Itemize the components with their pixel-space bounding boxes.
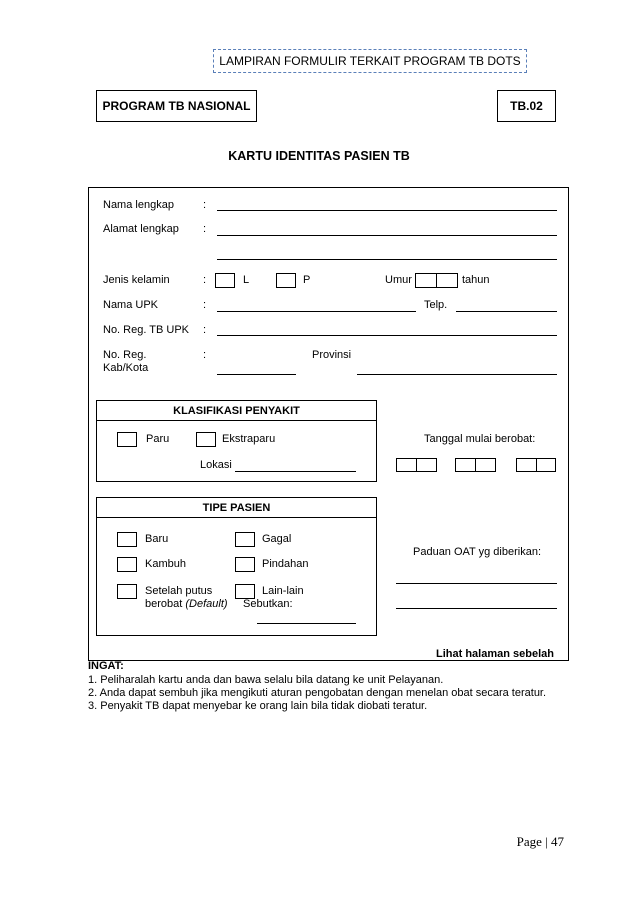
sex-l-checkbox[interactable] (215, 273, 235, 288)
telp-label: Telp. (424, 299, 448, 311)
lain-lain-checkbox[interactable] (235, 584, 255, 599)
no-reg-upk-label: No. Reg. TB UPK (103, 324, 189, 336)
no-reg-upk-field[interactable] (217, 335, 557, 336)
umur-label: Umur (385, 274, 412, 286)
sex-p-checkbox[interactable] (276, 273, 296, 288)
month-box-2[interactable] (475, 458, 496, 472)
alamat-lengkap-label: Alamat lengkap (103, 223, 179, 235)
umur-box-2[interactable] (436, 273, 458, 288)
form-code: TB.02 (497, 90, 556, 122)
jenis-kelamin-label: Jenis kelamin (103, 274, 170, 286)
umur-box-1[interactable] (415, 273, 437, 288)
note-item: 1. Peliharalah kartu anda dan bawa selalu bila datang ke unit Pelayanan. (88, 674, 444, 686)
colon: : (203, 324, 207, 336)
lain-lain-label: Lain-lain (262, 585, 304, 597)
note-item: 3. Penyakit TB dapat menyebar ke orang lain bila tidak diobati teratur. (88, 700, 428, 712)
program-label: PROGRAM TB NASIONAL (96, 90, 257, 122)
nama-lengkap-field[interactable] (217, 210, 557, 211)
day-box-1[interactable] (396, 458, 417, 472)
form-banner: LAMPIRAN FORMULIR TERKAIT PROGRAM TB DOTS (213, 49, 527, 73)
telp-field[interactable] (456, 311, 557, 312)
kambuh-checkbox[interactable] (117, 557, 137, 572)
setelah-putus-label: Setelah putus (145, 585, 213, 597)
nama-lengkap-label: Nama lengkap (103, 199, 174, 211)
colon: : (203, 274, 207, 286)
colon: : (203, 299, 207, 311)
lokasi-label: Lokasi (200, 459, 232, 471)
nama-upk-label: Nama UPK (103, 299, 159, 311)
no-reg-kab-field[interactable] (217, 374, 296, 375)
pindahan-label: Pindahan (262, 558, 309, 570)
alamat-lengkap-field[interactable] (217, 235, 557, 236)
baru-checkbox[interactable] (117, 532, 137, 547)
paduan-oat-label: Paduan OAT yg diberikan: (413, 546, 542, 558)
sex-l-label: L (243, 274, 250, 286)
provinsi-field[interactable] (357, 374, 557, 375)
tahun-label: tahun (462, 274, 490, 286)
year-box-1[interactable] (516, 458, 537, 472)
sebutkan-field[interactable] (257, 623, 356, 624)
gagal-checkbox[interactable] (235, 532, 255, 547)
day-box-2[interactable] (416, 458, 437, 472)
no-reg-kab-label-2: Kab/Kota (103, 362, 149, 374)
baru-label: Baru (145, 533, 169, 545)
nama-upk-field[interactable] (217, 311, 416, 312)
ekstraparu-checkbox[interactable] (196, 432, 216, 447)
paduan-oat-field-1[interactable] (396, 583, 557, 584)
tipe-pasien-title: TIPE PASIEN (97, 498, 376, 518)
berobat-label: berobat (Default) (145, 598, 228, 610)
ekstraparu-label: Ekstraparu (222, 433, 276, 445)
colon: : (203, 349, 207, 361)
lokasi-field[interactable] (235, 471, 356, 472)
kambuh-label: Kambuh (145, 558, 186, 570)
next-page-note: Lihat halaman sebelah (436, 648, 554, 660)
paru-label: Paru (146, 433, 170, 445)
pindahan-checkbox[interactable] (235, 557, 255, 572)
note-item: 2. Anda dapat sembuh jika mengikuti aturan pengobatan dengan menelan obat secara teratur. (88, 687, 547, 699)
paru-checkbox[interactable] (117, 432, 137, 447)
setelah-putus-checkbox[interactable] (117, 584, 137, 599)
sex-p-label: P (303, 274, 311, 286)
tanggal-mulai-label: Tanggal mulai berobat: (424, 433, 536, 445)
notes-title: INGAT: (88, 660, 124, 672)
provinsi-label: Provinsi (312, 349, 352, 361)
colon: : (203, 199, 207, 211)
page-number: Page | 47 (516, 834, 564, 849)
alamat-lengkap-field-2[interactable] (217, 259, 557, 260)
colon: : (203, 223, 207, 235)
klasifikasi-title: KLASIFIKASI PENYAKIT (97, 401, 376, 421)
month-box-1[interactable] (455, 458, 476, 472)
paduan-oat-field-2[interactable] (396, 608, 557, 609)
no-reg-kab-label-1: No. Reg. (103, 349, 147, 361)
sebutkan-label: Sebutkan: (243, 598, 293, 610)
card-title: KARTU IDENTITAS PASIEN TB (228, 149, 410, 163)
year-box-2[interactable] (536, 458, 556, 472)
gagal-label: Gagal (262, 533, 292, 545)
